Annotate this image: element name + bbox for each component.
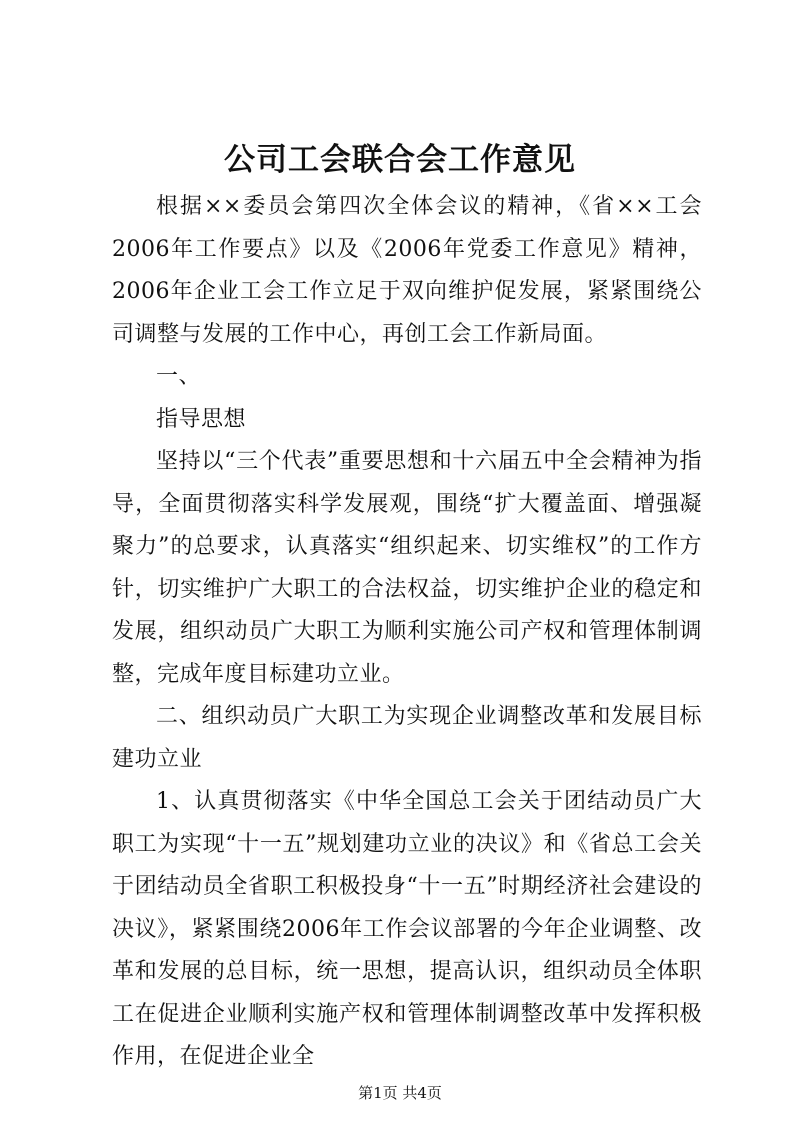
- paragraph-guiding-ideology: 坚持以“三个代表”重要思想和十六届五中全会精神为指导，全面贯彻落实科学发展观，围绕“扩大覆盖面、增强凝聚力”的总要求，认真落实“组织起来、切实维权”的工作方针，切实维护广大职工的合法权益，切实维护企业的稳定和发展，组织动员广大职工为顺利实施公司产权和管理体制调整，完成年度目标建功立业。: [112, 449, 702, 687]
- page-footer: 第1页 共4页: [358, 1084, 442, 1102]
- section-heading-guiding-ideology: 指导思想: [156, 406, 247, 432]
- paragraph-item-one: 1、认真贯彻落实《中华全国总工会关于团结动员广大职工为实现“十一五”规划建功立业的决议》和《省总工会关于团结动员全省职工积极投身“十一五”时期经济社会建设的决议》，紧紧围绕2006年工作会议部署的今年企业调整、改革和发展的总目标，统一思想，提高认识，组织动员全体职工在促进企业顺利实施产权和管理体制调整改革中发挥积极作用，在促进企业全: [112, 789, 702, 1069]
- section-heading-two: 二、组织动员广大职工为实现企业调整改革和发展目标建功立业: [112, 704, 702, 772]
- paragraph-intro: 根据××委员会第四次全体会议的精神，《省××工会2006年工作要点》以及《2006年党委工作意见》精神，2006年企业工会工作立足于双向维护促发展，紧紧围绕公司调整与发展的工作中心，再创工会工作新局面。: [112, 194, 702, 347]
- section-number-one: 一、: [156, 364, 202, 389]
- document-body: [112, 186, 702, 1079]
- document-title: 公司工会联合会工作意见: [224, 142, 576, 178]
